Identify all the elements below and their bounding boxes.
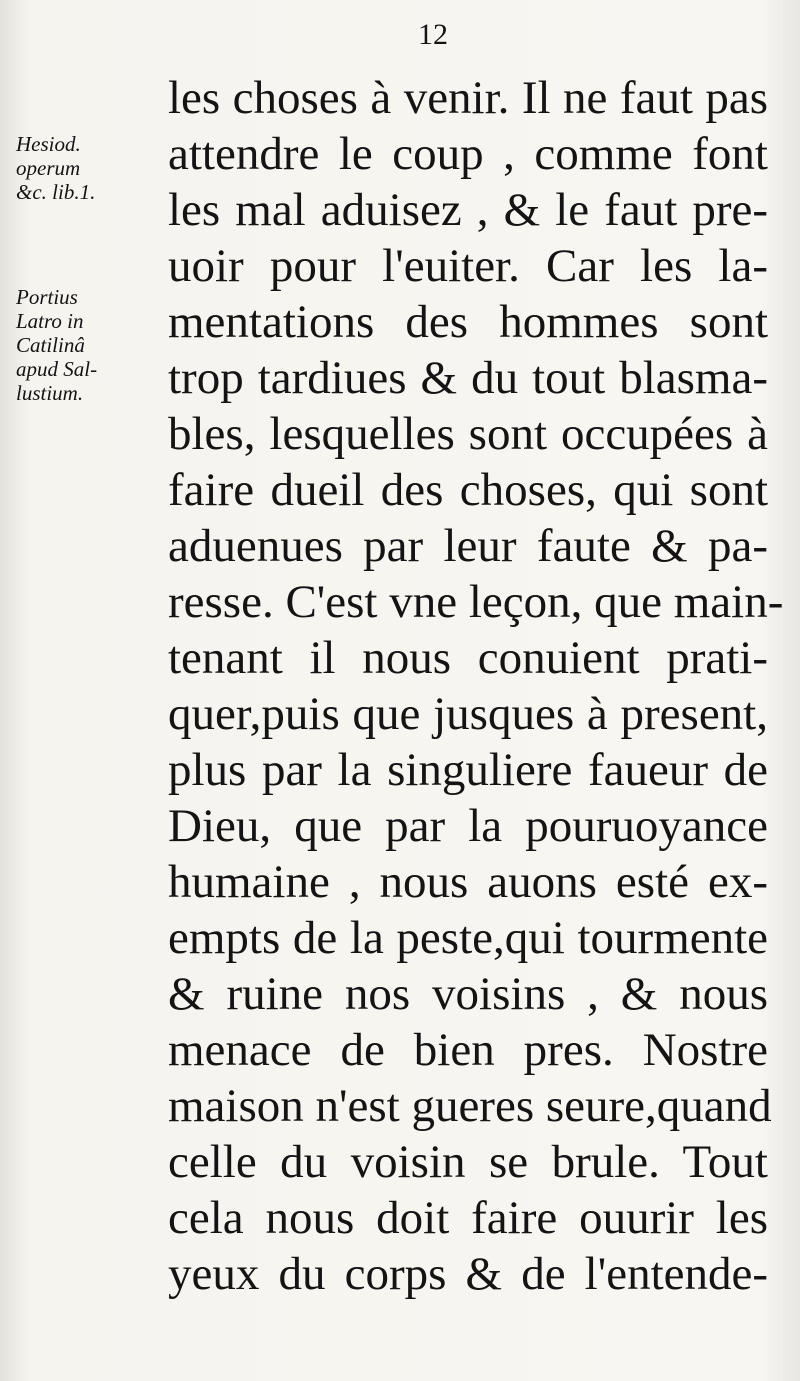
text-line: Dieu, que par la pouruoyance xyxy=(168,800,768,852)
margin-note-line: Latro in xyxy=(16,309,84,333)
text-line: cela nous doit faire ouurir les xyxy=(168,1192,768,1244)
text-line: faire dueil des choses, qui sont xyxy=(168,464,768,516)
text-line: & ruine nos voisins , & nous xyxy=(168,968,768,1020)
margin-note-line: &c. lib.1. xyxy=(16,180,96,204)
body-text xyxy=(168,70,784,1302)
margin-note-line: Catilinâ xyxy=(16,333,85,357)
text-line: uoir pour l'euiter. Car les la- xyxy=(168,240,768,292)
text-line: empts de la peste,qui tourmente xyxy=(168,912,768,964)
margin-note-line: lustium. xyxy=(16,381,84,405)
text-line: plus par la singuliere faueur de xyxy=(168,744,768,796)
margin-note-line: apud Sal- xyxy=(16,357,98,381)
margin-note-line: Hesiod. xyxy=(16,132,81,156)
text-line: les mal aduisez , & le faut pre- xyxy=(168,184,768,236)
text-line: tenant il nous conuient prati- xyxy=(168,632,768,684)
margin-note-portius xyxy=(16,285,161,405)
margin-note-line: Portius xyxy=(16,285,78,309)
text-line: attendre le coup , comme font xyxy=(168,128,768,180)
text-line: maison n'est gueres seure,quand xyxy=(168,1080,772,1132)
text-line: celle du voisin se brule. Tout xyxy=(168,1136,768,1188)
text-line: quer,puis que jusques à present, xyxy=(168,688,768,740)
text-line: yeux du corps & de l'entende- xyxy=(168,1248,768,1300)
text-line: resse. C'est vne leçon, que main- xyxy=(168,576,784,628)
text-line: humaine , nous auons esté ex- xyxy=(168,856,768,908)
text-line: bles, lesquelles sont occupées à xyxy=(168,408,768,460)
margin-note-line: operum xyxy=(16,156,81,180)
text-line: les choses à venir. Il ne faut pas xyxy=(168,72,768,124)
page-number: 12 xyxy=(418,18,448,51)
margin-note-hesiod xyxy=(16,132,161,204)
text-line: trop tardiues & du tout blasma- xyxy=(168,352,768,404)
text-line: aduenues par leur faute & pa- xyxy=(168,520,768,572)
text-line: mentations des hommes sont xyxy=(168,296,768,348)
text-line: menace de bien pres. Nostre xyxy=(168,1024,768,1076)
